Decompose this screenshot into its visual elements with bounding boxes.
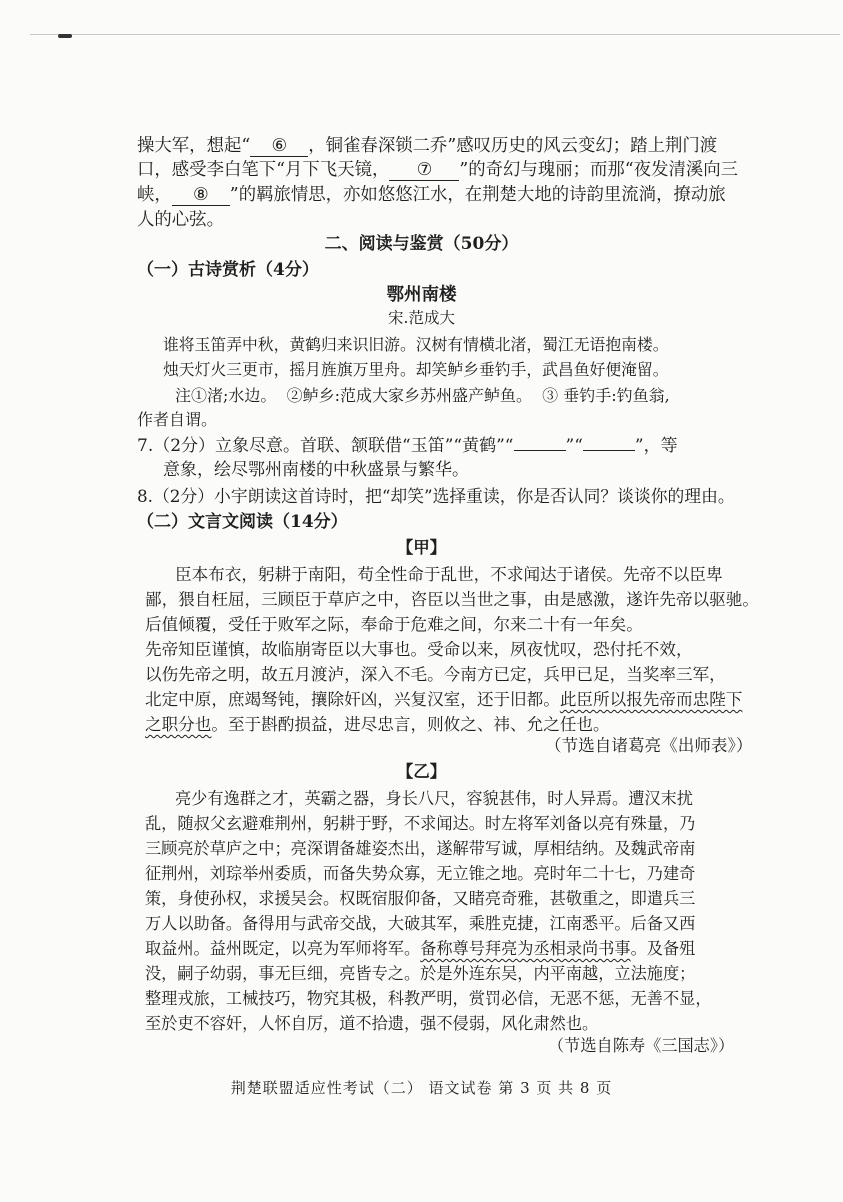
question-7-line-1: 7.（2分）立象尽意。首联、颔联借“玉笛”“黄鹤”“ ”“ ”，等 <box>137 436 678 456</box>
yi-line-9: 整理戎旅，工械技巧，物究其极，科教严明，赏罚必信，无恶不惩，无善不显， <box>145 989 712 1008</box>
intro-line-1: 操大军，想起“ ⑥ ，铜雀春深锁二乔”感叹历史的风云变幻；踏上荆门渡 <box>137 136 718 156</box>
yi-line-10: 至於吏不容奸，人怀自厉，道不拾遗，强不侵弱，风化肃然也。 <box>145 1014 599 1033</box>
yi-line-3: 三顾亮於草庐之中；亮深谓备雄姿杰出，遂解带写诚，厚相结纳。及魏武帝南 <box>145 839 696 858</box>
question-7-line-2: 意象，绘尽鄂州南楼的中秋盛景与繁华。 <box>163 460 469 480</box>
jia-line-6: 北定中原，庶竭驽钝，攘除奸凶，兴复汉室，还于旧都。此臣所以报先帝而忠陛下 <box>145 690 743 709</box>
jia-line-2: 鄙，猥自枉屈，三顾臣于草庐之中，咨臣以当世之事，由是感激，遂许先帝以驱驰。 <box>145 590 759 609</box>
poem-title: 鄂州南楼 <box>386 285 457 305</box>
jia-line-1: 臣本布衣，躬耕于南阳，苟全性命于乱世，不求闻达于诸侯。先帝不以臣卑 <box>175 565 723 584</box>
yi-line-1: 亮少有逸群之才，英霸之器，身长八尺，容貌甚伟，时人异焉。遭汉末扰 <box>175 789 693 808</box>
yi-line-7: 取益州。益州既定，以亮为军师将军。备称尊号拜亮为丞相录尚书事。及备殂 <box>145 939 696 958</box>
passage-yi-label: 【乙】 <box>396 762 447 781</box>
yi-source: （节选自陈寿《三国志》） <box>548 1036 735 1055</box>
jia-source: （节选自诸葛亮《出师表》） <box>545 736 753 755</box>
question-8: 8.（2分）小宇朗读这首诗时，把“却笑”选择重读，你是否认同？谈谈你的理由。 <box>137 486 735 506</box>
part-1-title: （一）古诗赏析（4分） <box>137 260 319 280</box>
poem-note-1: 注①渚;水边。 ②鲈乡:范成大家乡苏州盛产鲈鱼。 ③ 垂钓手:钓鱼翁, <box>175 386 670 405</box>
yi-line-5: 策，身使孙权，求援吴会。权既宿服仰备，又睹亮奇雅，甚敬重之，即遣兵三 <box>145 889 696 908</box>
page-footer: 荆楚联盟适应性考试（二） 语文试卷 第 3 页 共 8 页 <box>230 1079 613 1097</box>
passage-jia-label: 【甲】 <box>396 538 447 557</box>
section-2-title: 二、阅读与鉴赏（50分） <box>324 234 519 254</box>
poem-line-1: 谁将玉笛弄中秋，黄鹤归来识旧游。汉树有情横北渚，蜀江无语抱南楼。 <box>163 335 669 354</box>
jia-underlined-sentence: 此臣所以报先帝而忠陛下 <box>559 690 743 709</box>
poem-note-2: 作者自谓。 <box>137 410 218 429</box>
yi-underlined-sentence: 备称尊号拜亮为丞相录尚书事 <box>420 939 631 958</box>
jia-line-4: 先帝知臣谨慎，故临崩寄臣以大事也。受命以来，夙夜忧叹，恐付托不效， <box>145 640 693 659</box>
jia-line-3: 后值倾覆，受任于败军之际，奉命于危难之间，尔来二十有一年矣。 <box>145 615 643 634</box>
yi-line-2: 乱，随叔父玄避难荆州，躬耕于野，不求闻达。时左将军刘备以亮有殊量，乃 <box>145 814 696 833</box>
yi-line-6: 万人以助备。备得用与武帝交战，大破其军，乘胜克捷，江南悉平。后备又西 <box>145 914 696 933</box>
intro-line-4: 人的心弦。 <box>137 210 224 230</box>
intro-line-2: 口，感受李白笔下“月下飞天镜， ⑦ ”的奇幻与瑰丽；而那“夜发清溪向三 <box>137 160 739 180</box>
poem-line-2: 烛天灯火三更市，摇月旌旗万里舟。却笑鲈乡垂钓手，武昌鱼好便淹留。 <box>163 360 669 379</box>
jia-line-7: 之职分也。至于斟酌损益，进尽忠言，则攸之、祎、允之任也。 <box>145 715 610 734</box>
blank-8[interactable]: ⑧ <box>172 185 230 206</box>
scan-edge-line <box>30 34 840 35</box>
intro-line-3: 峡， ⑧ ”的羁旅情思，亦如悠悠江水，在荆楚大地的诗韵里流淌，撩动旅 <box>137 185 726 205</box>
jia-underlined-sentence-end: 之职分也 <box>145 715 212 734</box>
jia-line-5: 以伤先帝之明，故五月渡泸，深入不毛。今南方已定，兵甲已足，当奖率三军， <box>145 665 726 684</box>
q7-blank-2[interactable] <box>583 450 635 451</box>
blank-6[interactable]: ⑥ <box>250 136 308 157</box>
part-2-title: （二）文言文阅读（14分） <box>137 512 348 532</box>
yi-line-8: 没，嗣子幼弱，事无巨细，亮皆专之。於是外连东吴，内平南越，立法施度； <box>145 964 696 983</box>
q7-blank-1[interactable] <box>514 450 566 451</box>
blank-7[interactable]: ⑦ <box>389 160 459 181</box>
scan-edge-mark <box>58 34 72 38</box>
poem-author: 宋.范成大 <box>388 309 455 327</box>
yi-line-4: 征荆州，刘琮举州委质，而备失势众寡，无立锥之地。亮时年二十七，乃建奇 <box>145 864 696 883</box>
